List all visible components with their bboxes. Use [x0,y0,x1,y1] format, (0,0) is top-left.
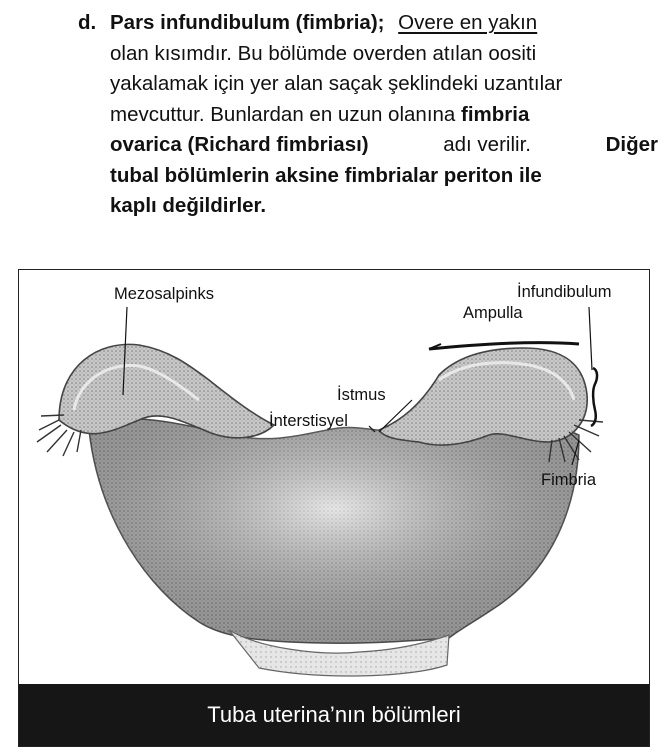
list-marker: d. [78,11,97,34]
paragraph-line-2: olan kısımdır. Bu bölümde overden atılan oositi [110,41,537,65]
paragraph-line-3: yakalamak için yer alan saçak şeklindeki uzantılar [110,72,563,95]
paragraph-line-1 [78,8,658,39]
label-ampulla: Ampulla [463,304,523,322]
ampulla-bracket [429,343,579,349]
term-fimbria: fimbria [461,102,530,126]
label-mezosalpinks: Mezosalpinks [114,285,214,303]
term-pars-infundibulum: Pars infundibulum (fimbria); [110,11,385,34]
uterus-illustration [19,270,650,747]
label-fimbria: Fimbria [541,471,597,489]
infundibulum-bracket [591,368,597,426]
paragraph-line-4 [78,100,658,131]
line-5-text: adı verilir. [443,133,531,156]
paragraph-d [78,8,658,222]
uterine-tube-figure [18,269,650,747]
label-infundibulum: İnfundibulum [517,283,612,301]
label-interstisyel: İnterstisyel [269,412,348,430]
paragraph-line-7: kaplı değildirler. [110,194,267,217]
underlined-phrase: Overe en yakın [398,11,538,34]
paragraph-line-6: tubal bölümlerin aksine fimbrialar periton ile [110,163,542,187]
label-istmus: İstmus [337,386,386,404]
term-fimbria-ovarica: ovarica (Richard fimbriası) [110,133,369,156]
paragraph-line-5 [78,130,658,161]
line-4-text: mevcuttur. Bunlardan en uzun olanına [110,102,456,126]
figure-caption: Tuba uterina’nın bölümleri [19,684,649,746]
term-diger: Diğer [605,133,658,156]
leader-infundibulum [589,307,592,370]
